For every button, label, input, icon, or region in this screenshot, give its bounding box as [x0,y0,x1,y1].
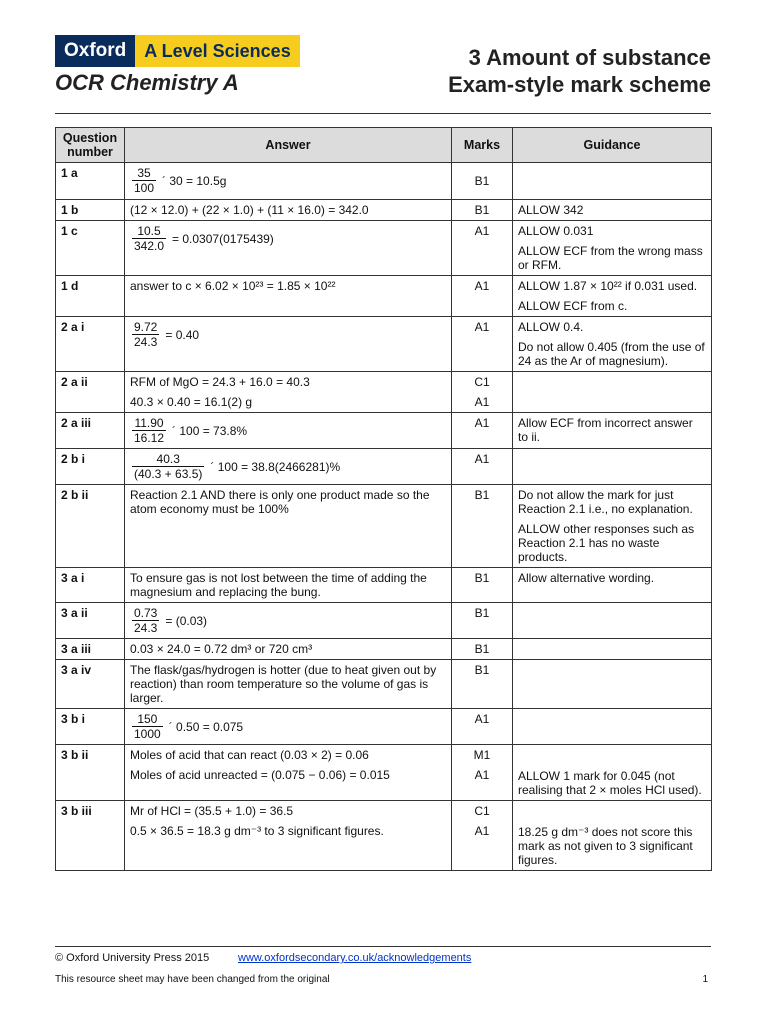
question-number: 2 b i [56,449,125,485]
table-row [56,568,712,603]
fraction: $\frac{150}{1000}$ [134,712,161,741]
table-row [56,639,712,660]
guidance-cell: ALLOW 0.031 ALLOW ECF from the wrong mass or RFM. [513,221,712,276]
logo-oxford: Oxford [55,35,135,67]
answer-cell: $\frac{0.73}{24.3}$ = (0.03) [125,603,452,639]
table-row [56,709,712,745]
answer-cell: Mr of HCl = (35.5 + 1.0) = 36.5 0.5 × 36.5 = 18.3 g dm⁻³ to 3 significant figures. [125,801,452,871]
question-number: 3 b iii [56,801,125,871]
answer-cell: $\frac{35}{100}$ ´ 30 = 10.5g [125,163,452,200]
marks-cell: C1 A1 [452,801,513,871]
oxford-logo [55,35,300,67]
acknowledgements-link[interactable]: www.oxfordsecondary.co.uk/acknowledgements [238,952,472,964]
fraction: $\frac{11.90}{16.12}$ [134,416,165,445]
guidance-cell: Allow alternative wording. [513,568,712,603]
resource-note: This resource sheet may have been changed from the original [55,974,330,985]
fraction: $\frac{10.5}{342.0}$ [134,224,165,253]
answer-cell: answer to c × 6.02 × 10²³ = 1.85 × 10²² [125,276,452,317]
guidance-cell: Allow ECF from incorrect answer to ii. [513,413,712,449]
page-number: 1 [702,974,708,985]
fraction: $\frac{40.3}{(40.3 + 63.5)}$ [134,452,203,481]
marks-cell: M1 A1 [452,745,513,801]
course-title: OCR Chemistry A [55,70,239,95]
guidance-cell: ALLOW 1 mark for 0.045 (not realising that 2 × moles HCl used). [513,745,712,801]
col-question: Question number [56,128,125,163]
table-row [56,317,712,372]
marks-cell: A1 [452,709,513,745]
table-row [56,449,712,485]
table-row [56,660,712,709]
answer-cell: To ensure gas is not lost between the time of adding the magnesium and replacing the bung. [125,568,452,603]
fraction: $\frac{9.72}{24.3}$ [134,320,158,349]
footer-divider [55,946,711,947]
marks-cell: A1 [452,276,513,317]
marks-cell: B1 [452,568,513,603]
question-number: 1 c [56,221,125,276]
answer-cell: $\frac{40.3}{(40.3 + 63.5)}$ ´ 100 = 38.8(2466281)% [125,449,452,485]
marks-cell: A1 [452,221,513,276]
guidance-cell [513,449,712,485]
guidance-cell [513,163,712,200]
fraction: $\frac{0.73}{24.3}$ [134,606,158,635]
guidance-cell: Do not allow the mark for just Reaction 2.1 i.e., no explanation. ALLOW other responses such as Reaction 2.1 has no waste products. [513,485,712,568]
question-number: 2 a ii [56,372,125,413]
question-number: 2 a iii [56,413,125,449]
marks-cell: B1 [452,485,513,568]
chapter-line-2: Exam-style mark scheme [448,72,711,97]
guidance-cell [513,639,712,660]
guidance-cell: 18.25 g dm⁻³ does not score this mark as not given to 3 significant figures. [513,801,712,871]
marks-cell: B1 [452,603,513,639]
col-guidance: Guidance [513,128,712,163]
marks-cell: A1 [452,317,513,372]
table-row [56,603,712,639]
table-header-row [56,128,712,163]
table-row [56,221,712,276]
answer-cell: RFM of MgO = 24.3 + 16.0 = 40.3 40.3 × 0.40 = 16.1(2) g [125,372,452,413]
answer-cell: Reaction 2.1 AND there is only one product made so the atom economy must be 100% [125,485,452,568]
chapter-title [448,44,711,98]
guidance-cell [513,709,712,745]
answer-cell: $\frac{150}{1000}$ ´ 0.50 = 0.075 [125,709,452,745]
answer-cell: The flask/gas/hydrogen is hotter (due to heat given out by reaction) than room temperature so the volume of gas is larger. [125,660,452,709]
guidance-cell [513,603,712,639]
table-row [56,276,712,317]
marks-cell: C1 A1 [452,372,513,413]
question-number: 3 a iv [56,660,125,709]
question-number: 3 a ii [56,603,125,639]
table-row [56,413,712,449]
question-number: 2 b ii [56,485,125,568]
header-divider [55,113,711,114]
guidance-cell: ALLOW 0.4. Do not allow 0.405 (from the use of 24 as the Ar of magnesium). [513,317,712,372]
question-number: 3 b i [56,709,125,745]
guidance-cell [513,660,712,709]
marks-cell: B1 [452,639,513,660]
guidance-cell: ALLOW 1.87 × 10²² if 0.031 used. ALLOW ECF from c. [513,276,712,317]
mark-scheme-table [55,127,712,871]
question-number: 1 a [56,163,125,200]
guidance-cell: ALLOW 342 [513,200,712,221]
answer-cell: 0.03 × 24.0 = 0.72 dm³ or 720 cm³ [125,639,452,660]
question-number: 3 a iii [56,639,125,660]
fraction: $\frac{35}{100}$ [134,166,155,195]
marks-cell: B1 [452,163,513,200]
marks-cell: B1 [452,660,513,709]
col-answer: Answer [125,128,452,163]
question-number: 3 a i [56,568,125,603]
chapter-line-1: 3 Amount of substance [468,45,711,70]
answer-cell: $\frac{10.5}{342.0}$ = 0.0307(0175439) [125,221,452,276]
question-number: 1 d [56,276,125,317]
answer-cell: Moles of acid that can react (0.03 × 2) = 0.06 Moles of acid unreacted = (0.075 − 0.06) = 0.015 [125,745,452,801]
marks-cell: A1 [452,413,513,449]
table-row [56,745,712,801]
marks-cell: A1 [452,449,513,485]
logo-series: A Level Sciences [135,35,299,67]
table-row [56,485,712,568]
question-number: 3 b ii [56,745,125,801]
answer-cell: $\frac{11.90}{16.12}$ ´ 100 = 73.8% [125,413,452,449]
copyright: © Oxford University Press 2015 [55,952,210,964]
guidance-cell [513,372,712,413]
answer-cell: (12 × 12.0) + (22 × 1.0) + (11 × 16.0) = 342.0 [125,200,452,221]
table-row [56,801,712,871]
table-row [56,200,712,221]
marks-cell: B1 [452,200,513,221]
table-row [56,372,712,413]
table-row [56,163,712,200]
answer-cell: $\frac{9.72}{24.3}$ = 0.40 [125,317,452,372]
col-marks: Marks [452,128,513,163]
question-number: 1 b [56,200,125,221]
question-number: 2 a i [56,317,125,372]
